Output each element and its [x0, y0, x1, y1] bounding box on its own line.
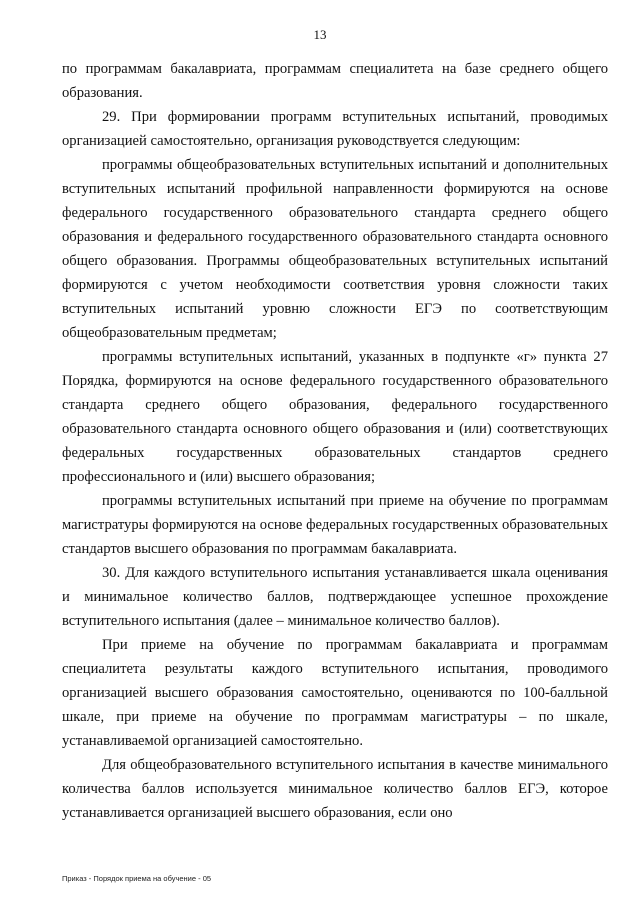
- paragraph-30-scale: 30. Для каждого вступительного испытания устанавливается шкала оценивания и минимальное количество баллов, подтверждающее успешное прохождение вступительного испытания (далее – минимальное количество баллов).: [62, 565, 608, 629]
- document-body: [62, 57, 608, 825]
- page-number: 13: [313, 27, 327, 42]
- paragraph-masters-programs: программы вступительных испытаний при приеме на обучение по программам магистратуры формируются на основе федеральных государственных образовательных стандартов высшего образования по программам бакалавриата.: [62, 493, 608, 557]
- document-footer: Приказ - Порядок приема на обучение - 05: [62, 874, 212, 883]
- paragraph-subclause-g-programs: программы вступительных испытаний, указанных в подпункте «г» пункта 27 Порядка, формируются на основе федерального государственного образовательного стандарта среднего общего образования, федерального государственного образовательного стандарта основного общего образования и (или) соответствующих федеральных государственных образовательных стандартов среднего профессионального и (или) высшего образования;: [62, 349, 608, 485]
- paragraph-continuation: по программам бакалавриата, программам специалитета на базе среднего общего образования.: [62, 61, 608, 101]
- paragraph-29-intro: 29. При формировании программ вступительных испытаний, проводимых организацией самостоятельно, организация руководствуется следующим:: [62, 109, 608, 149]
- paragraph-minimum-score: Для общеобразовательного вступительного испытания в качестве минимального количества баллов используется минимальное количество баллов ЕГЭ, которое устанавливается организацией высшего образования, если оно: [62, 757, 608, 821]
- paragraph-general-programs: программы общеобразовательных вступительных испытаний и дополнительных вступительных испытаний профильной направленности формируются на основе федерального государственного образовательного стандарта среднего общего образования и федерального государственного образовательного стандарта основного общего образования. Программы общеобразовательных вступительных испытаний формируются с учетом необходимости соответствия уровня сложности таких вступительных испытаний уровню сложности ЕГЭ по соответствующим общеобразовательным предметам;: [62, 157, 608, 341]
- paragraph-100-point-scale: При приеме на обучение по программам бакалавриата и программам специалитета результаты каждого вступительного испытания, проводимого организацией высшего образования самостоятельно, оцениваются по 100-балльной шкале, при приеме на обучение по программам магистратуры – по шкале, устанавливаемой организацией самостоятельно.: [62, 637, 608, 749]
